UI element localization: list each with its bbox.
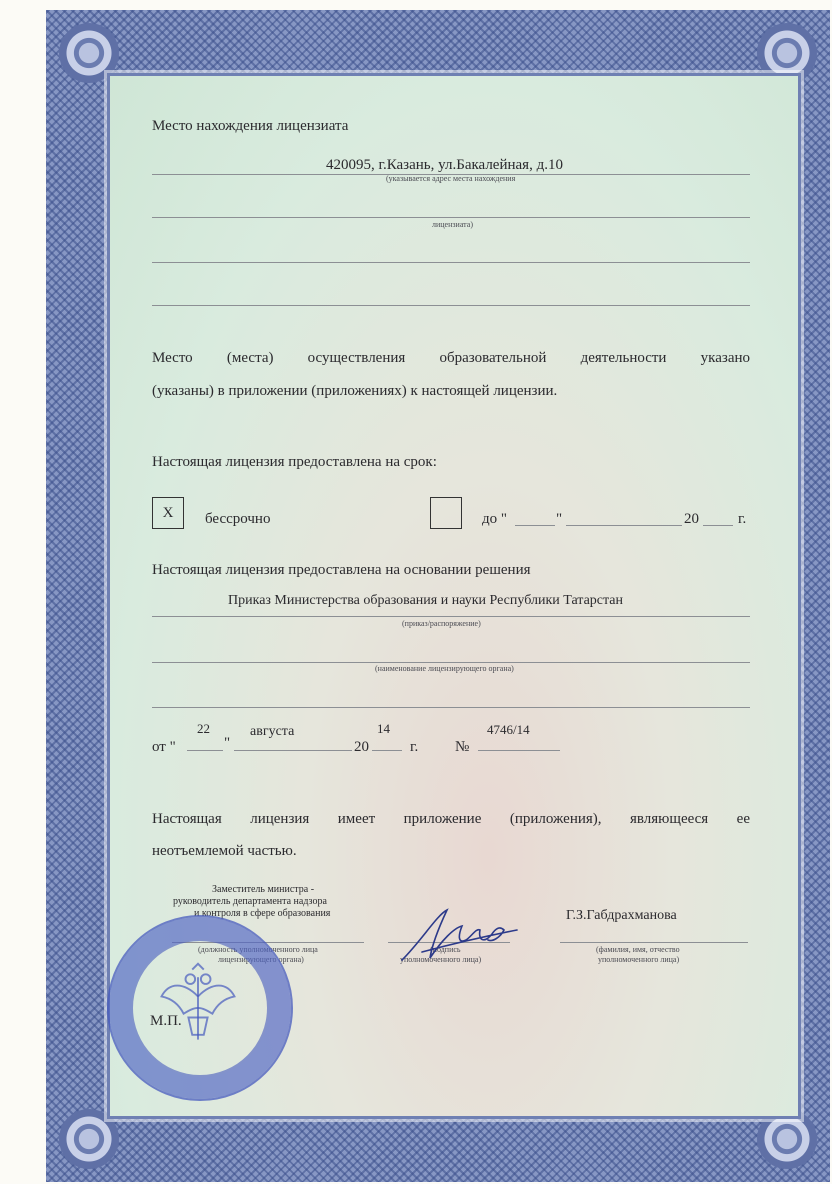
- coat-of-arms-icon: [150, 958, 246, 1054]
- official-position-3: и контроля в сфере образования: [194, 908, 331, 919]
- number-label: №: [455, 739, 470, 755]
- checkbox-indefinite: X: [152, 497, 184, 529]
- activity-place-line-1: Место (места) осуществления образовательной деятельности указано: [152, 350, 750, 366]
- year-suffix: г.: [410, 739, 419, 755]
- until-word: до: [482, 511, 498, 527]
- number-line: [478, 750, 560, 751]
- year-prefix: 20: [354, 739, 369, 755]
- official-position-1: Заместитель министра -: [212, 884, 315, 895]
- decision-hint: (приказ/распоряжение): [402, 619, 481, 628]
- until-day-line: [515, 525, 555, 526]
- name-line: [560, 942, 748, 943]
- decision-line: [152, 616, 750, 617]
- until-year-prefix: 20: [684, 511, 699, 527]
- organ-hint: (наименование лицензирующего органа): [375, 664, 514, 673]
- from-word: от: [152, 739, 166, 755]
- official-name: Г.З.Габдрахманова: [566, 908, 677, 923]
- year-value: 14: [377, 721, 390, 736]
- day-value: 22: [197, 721, 210, 736]
- activity-place-line-2: (указаны) в приложении (приложениях) к настоящей лицензии.: [152, 383, 558, 399]
- appendix-line-2: неотъемлемой частью.: [152, 843, 297, 859]
- official-position-2: руководитель департамента надзора: [173, 896, 327, 907]
- address-value: 420095, г.Казань, ул.Бакалейная, д.10: [326, 157, 563, 173]
- month-line: [234, 750, 352, 751]
- position-hint-2: лицензирующего органа): [218, 955, 304, 964]
- year-line: [372, 750, 402, 751]
- from-label: от ": [152, 739, 176, 755]
- appendix-line-1: Настоящая лицензия имеет приложение (приложения), являющееся ее: [152, 811, 750, 827]
- name-hint-1: (фамилия, имя, отчество: [596, 945, 680, 954]
- indefinite-label: бессрочно: [205, 511, 271, 527]
- signature-hint-2: уполномоченного лица): [400, 955, 482, 964]
- until-year-line: [703, 525, 733, 526]
- month-value: августа: [250, 724, 295, 739]
- basis-label: Настоящая лицензия предоставлена на основании решения: [152, 562, 531, 578]
- checkbox-until: [430, 497, 462, 529]
- name-hint-2: уполномоченного лица): [598, 955, 680, 964]
- day-quote: ": [224, 735, 231, 751]
- address-line-2: [152, 217, 750, 218]
- handwritten-signature: [392, 900, 522, 970]
- day-line: [187, 750, 223, 751]
- location-label: Место нахождения лицензиата: [152, 118, 349, 134]
- seal-label: М.П.: [150, 1013, 182, 1029]
- signature-hint-1: (подпись: [430, 945, 461, 954]
- until-year-suffix: г.: [738, 511, 747, 527]
- until-quote: ": [556, 511, 563, 527]
- position-hint-1: (должность уполномоченного лица: [198, 945, 318, 954]
- address-hint: (указывается адрес места нахождения: [386, 174, 516, 183]
- address-hint-2: лицензиата): [432, 220, 473, 229]
- blank-line: [152, 707, 750, 708]
- blank-line: [152, 262, 750, 263]
- until-month-line: [566, 525, 682, 526]
- decision-value: Приказ Министерства образования и науки Республики Татарстан: [228, 593, 624, 608]
- term-label: Настоящая лицензия предоставлена на срок:: [152, 454, 437, 470]
- organ-line: [152, 662, 750, 663]
- blank-line: [152, 305, 750, 306]
- number-value: 4746/14: [487, 722, 530, 737]
- until-label: до ": [482, 511, 508, 527]
